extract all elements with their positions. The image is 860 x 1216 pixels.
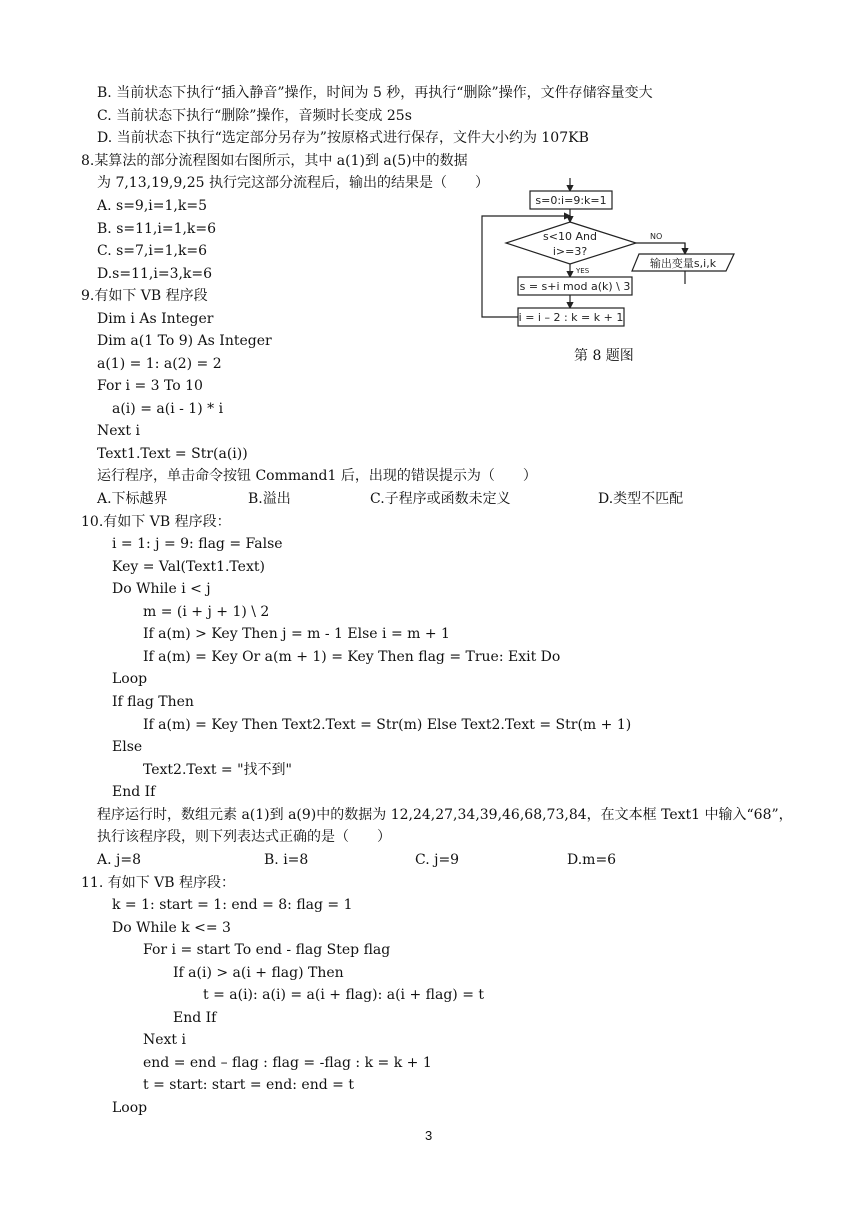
q9-option-c: C.子程序或函数未定义 <box>370 491 511 507</box>
flowchart-diagram <box>470 178 760 368</box>
flow-step1-text: s = s+i mod a(k) \ 3 <box>519 280 631 293</box>
q8-option-d: D.s=11,i=3,k=6 <box>97 266 213 282</box>
q11-code-line: k = 1: start = 1: end = 8: flag = 1 <box>112 897 353 913</box>
q9-code-line: For i = 3 To 10 <box>97 378 203 394</box>
q7-option-d: D. 当前状态下执行“选定部分另存为”按原格式进行保存，文件大小约为 107KB <box>97 130 589 146</box>
q10-option-b: B. i=8 <box>264 852 309 868</box>
q10-code-line: m = (i + j + 1) \ 2 <box>143 604 270 620</box>
q10-code-line: Do While i < j <box>112 581 211 597</box>
q11-code-line: t = a(i): a(i) = a(i + flag): a(i + flag) = t <box>203 987 485 1003</box>
flow-step2-text: i = i – 2 : k = k + 1 <box>518 311 624 324</box>
q11-code-line: t = start: start = end: end = t <box>143 1077 354 1093</box>
flow-cond-text-2: i>=3? <box>552 245 588 258</box>
q11-code-line: Next i <box>143 1032 186 1048</box>
q7-option-b: B. 当前状态下执行“插入静音”操作，时间为 5 秒，再执行“删除”操作，文件存储容量变大 <box>97 85 653 101</box>
flow-yes-label: YES <box>576 267 590 275</box>
q9-code-line: Dim i As Integer <box>97 311 214 327</box>
q9-question: 运行程序，单击命令按钮 Command1 后，出现的错误提示为（ ） <box>97 468 537 484</box>
q10-code-line: If a(m) = Key Or a(m + 1) = Key Then flag = True: Exit Do <box>143 649 561 665</box>
q11-code-line: For i = start To end - flag Step flag <box>143 942 391 958</box>
q10-question-line1: 程序运行时，数组元素 a(1)到 a(9)中的数据为 12,24,27,34,39,46,68,73,84，在文本框 Text1 中输入“68”， <box>97 807 793 823</box>
flow-init-text: s=0:i=9:k=1 <box>535 194 607 207</box>
q10-option-a: A. j=8 <box>97 852 141 868</box>
q10-code-line: i = 1: j = 9: flag = False <box>112 536 283 552</box>
q11-code-line: Do While k <= 3 <box>112 920 231 936</box>
q11-code-line: end = end – flag : flag = -flag : k = k + 1 <box>143 1055 432 1071</box>
q9-option-b: B.溢出 <box>248 491 291 507</box>
q10-stem: 10.有如下 VB 程序段： <box>81 514 231 530</box>
q10-code-line: Text2.Text = "找不到" <box>143 762 292 778</box>
q8-option-c: C. s=7,i=1,k=6 <box>97 243 208 259</box>
q10-code-line: Else <box>112 739 143 755</box>
q8-option-a: A. s=9,i=1,k=5 <box>97 198 207 214</box>
q9-code-line: Dim a(1 To 9) As Integer <box>97 333 272 349</box>
q9-option-a: A.下标越界 <box>97 491 168 507</box>
page-number: 3 <box>425 1128 433 1143</box>
q9-code-line: a(1) = 1: a(2) = 2 <box>97 356 222 372</box>
q7-option-c: C. 当前状态下执行“删除”操作，音频时长变成 25s <box>97 108 412 124</box>
q9-code-line: Text1.Text = Str(a(i)) <box>97 446 248 462</box>
q10-option-d: D.m=6 <box>567 852 617 868</box>
q10-option-c: C. j=9 <box>415 852 460 868</box>
q10-code-line: Key = Val(Text1.Text) <box>112 559 265 575</box>
q10-code-line: Loop <box>112 671 148 687</box>
flow-no-label: NO <box>650 232 663 241</box>
q9-option-d: D.类型不匹配 <box>598 491 684 507</box>
q10-code-line: If a(m) = Key Then Text2.Text = Str(m) Else Text2.Text = Str(m + 1) <box>143 717 632 733</box>
figure-caption: 第 8 题图 <box>574 348 634 364</box>
q8-stem-line2: 为 7,13,19,9,25 执行完这部分流程后，输出的结果是（ ） <box>97 175 489 191</box>
q10-code-line: If a(m) > Key Then j = m - 1 Else i = m + 1 <box>143 626 450 642</box>
flow-cond-text-1: s<10 And <box>543 230 597 243</box>
q11-stem: 11. 有如下 VB 程序段： <box>81 875 236 891</box>
q10-code-line: End If <box>112 784 156 800</box>
q10-question-line2: 执行该程序段，则下列表达式正确的是（ ） <box>97 829 391 845</box>
q9-stem: 9.有如下 VB 程序段 <box>81 288 208 304</box>
q8-option-b: B. s=11,i=1,k=6 <box>97 221 217 237</box>
q8-stem-line1: 8.某算法的部分流程图如右图所示，其中 a(1)到 a(5)中的数据 <box>81 153 468 169</box>
q9-code-line: a(i) = a(i - 1) * i <box>112 401 224 417</box>
q11-code-line: End If <box>173 1010 217 1026</box>
q11-code-line: Loop <box>112 1100 148 1116</box>
q10-code-line: If flag Then <box>112 694 194 710</box>
q9-code-line: Next i <box>97 423 140 439</box>
q11-code-line: If a(i) > a(i + flag) Then <box>173 965 344 981</box>
flow-output-text: 输出变量s,i,k <box>649 257 717 270</box>
